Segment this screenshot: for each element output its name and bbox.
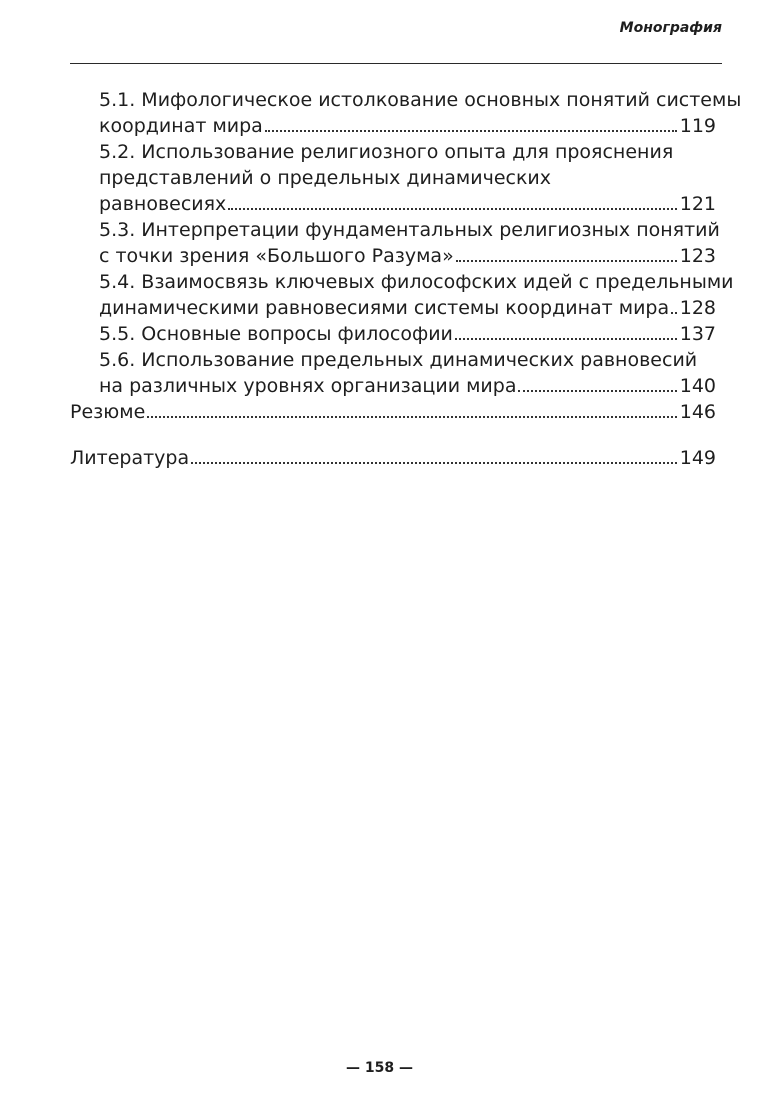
toc-entry-title-line: 5.1. Мифологическое истолкование основных понятий системы: [99, 89, 742, 111]
toc-page-number: 123: [679, 245, 716, 267]
toc-entry[interactable]: [99, 269, 734, 321]
toc-entry-title-line: динамическими равновесиями системы координат мира: [99, 297, 670, 319]
toc-entry[interactable]: [99, 217, 720, 269]
dot-leader: [265, 126, 677, 132]
toc-page-number: 121: [679, 193, 716, 215]
dot-leader: [456, 256, 677, 262]
toc-entry-title-line: представлений о предельных динамических: [99, 167, 552, 189]
toc-entry-title-line: 5.6. Использование предельных динамических равновесий: [99, 349, 698, 371]
running-title: Монография: [619, 20, 722, 36]
toc-entry-title-line: 5.5. Основные вопросы философии: [99, 323, 453, 345]
toc-entry[interactable]: [99, 321, 716, 347]
toc-entry-title-line: Литература: [70, 447, 190, 469]
toc-entry[interactable]: [70, 445, 716, 471]
toc-entry-title-line: с точки зрения «Большого Разума»: [99, 245, 454, 267]
toc-entry[interactable]: [99, 87, 742, 139]
toc-entry-title-line: 5.2. Использование религиозного опыта для прояснения: [99, 141, 674, 163]
toc-entry-title-line: координат мира: [99, 115, 263, 137]
dot-leader: [228, 204, 676, 210]
table-of-contents: [0, 87, 759, 471]
toc-entry[interactable]: [99, 139, 716, 217]
toc-entry-title-line: на различных уровнях организации мира: [99, 375, 517, 397]
dot-leader: [191, 458, 677, 464]
dot-leader: [671, 308, 677, 314]
toc-page-number: 128: [679, 297, 716, 319]
toc-entry-title-line: равновесиях: [99, 193, 227, 215]
toc-entry-title-line: 5.4. Взаимосвязь ключевых философских идей с предельными: [99, 271, 734, 293]
spacer: [0, 425, 759, 445]
toc-entry-title-line: Резюме: [70, 401, 146, 423]
toc-page-number: 137: [679, 323, 716, 345]
toc-entry[interactable]: [99, 347, 716, 399]
toc-page-number: 146: [679, 401, 716, 423]
dot-leader: [518, 386, 676, 392]
dot-leader: [147, 412, 676, 418]
toc-page-number: 119: [679, 115, 716, 137]
toc-page-number: 149: [679, 447, 716, 469]
toc-entry[interactable]: [70, 399, 716, 425]
toc-page-number: 140: [679, 375, 716, 397]
page-number: — 158 —: [346, 1060, 413, 1076]
header-rule: [70, 63, 722, 64]
toc-entry-title-line: 5.3. Интерпретации фундаментальных религиозных понятий: [99, 219, 720, 241]
dot-leader: [455, 334, 677, 340]
